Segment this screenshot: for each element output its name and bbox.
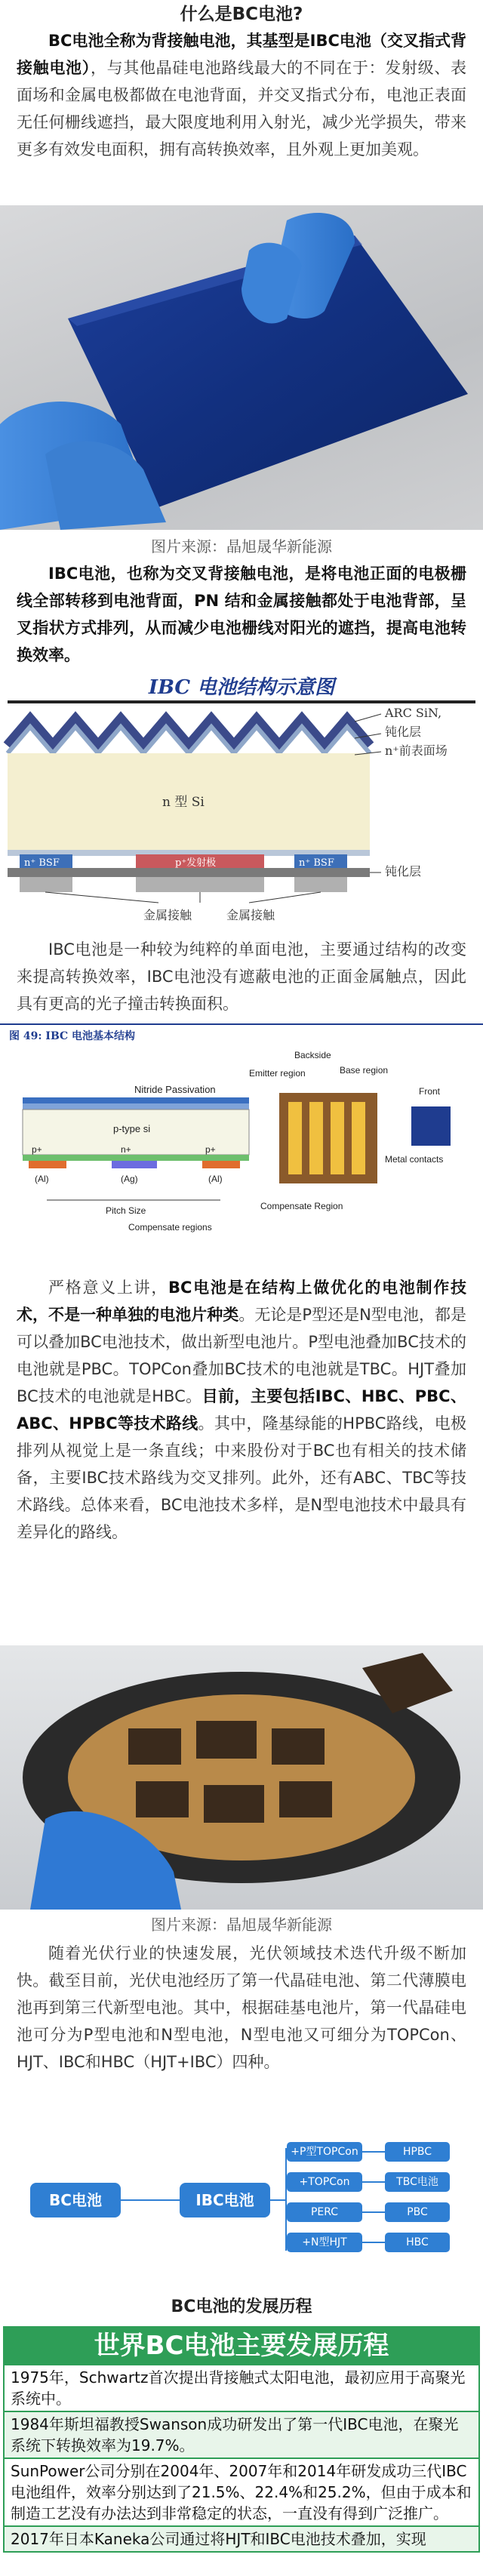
ibc-paragraph: IBC电池，也称为交叉背接触电池，是将电池正面的电极栅线全部转移到电池背面，PN 结和金属接触都处于电池背部，呈叉指状方式排列，从而减少电池栅线对阳光的遮挡，提高电池转换效率。 xyxy=(17,565,466,664)
photo2-caption: 图片来源：晶旭晟华新能源 xyxy=(151,1916,332,1934)
intro-bold: BC电池全称为背接触电池，其基型是IBC电池（交叉指式背接触电池） xyxy=(17,32,466,77)
ibc-description: IBC电池是一种较为纯粹的单面电池，主要通过结构的改变来提高转换效率，IBC电池没有遮蔽电池的正面金属触点，因此具有更高的光子撞击转换面积。 xyxy=(17,940,466,1013)
fig49-n-plus: n+ xyxy=(121,1144,131,1155)
label-passivation-bottom: 钝化层 xyxy=(385,864,422,879)
fig49-figure xyxy=(0,1049,483,1268)
fig49-header xyxy=(0,1023,483,1046)
fig49-backside: Backside xyxy=(294,1050,331,1060)
photo-solar-wafer xyxy=(0,205,483,530)
label-n-bsf-left: n⁺ BSF xyxy=(24,857,60,869)
ibc-structure-diagram xyxy=(0,700,483,927)
development-paragraph: 随着光伏行业的快速发展，光伏领域技术迭代升级不断加快。截至目前，光伏电池经历了第一代晶硅电池、第二代薄膜电池再到第三代新型电池。其中，根据硅基电池片，第一代晶硅电池可分为P型电池和N型电池，N型电池又可细分为TOPCon、HJT、IBC和HBC（HJT+IBC）四种。 xyxy=(17,1944,466,2071)
label-metal-left: 金属接触 xyxy=(143,908,192,922)
history-banner: 世界BC电池主要发展历程 xyxy=(3,2326,480,2365)
tree-right-1: TBC电池 xyxy=(385,2172,450,2192)
photo-wafer-illustration xyxy=(0,205,483,530)
tree-root: BC电池 xyxy=(30,2183,121,2217)
history-heading: BC电池的发展历程 xyxy=(171,2297,312,2316)
fig49-compensate-region: Compensate Region xyxy=(260,1201,343,1211)
label-passivation-top: 钝化层 xyxy=(385,725,422,739)
photo1-caption: 图片来源：晶旭晟华新能源 xyxy=(151,537,332,556)
label-p-emitter: p⁺发射极 xyxy=(175,857,217,869)
bc-text-2: 。无论是P型还是N型电池，都是可以叠加BC电池技术，做出新型电池片。P型电池叠加BC技术的电池就是PBC。TOPCon叠加BC技术的电池就是TBC。HJT叠加BC技术的电池就是HBC。 xyxy=(17,1306,466,1405)
intro-question: 什么是BC电池? xyxy=(180,5,303,24)
fig49-diagram xyxy=(0,1049,483,1268)
history-row: 1984年斯坦福教授Swanson成功研发出了第一代IBC电池，在聚光系统下转换效率为19.7%。 xyxy=(3,2412,480,2459)
label-n-bsf-right: n⁺ BSF xyxy=(299,857,334,869)
fig49-ptype-label: p-type si xyxy=(113,1123,151,1134)
tree-right-2: PBC xyxy=(385,2202,450,2222)
ibc-structure-figure xyxy=(0,700,483,927)
history-table xyxy=(0,2326,483,2553)
tree-left-2: PERC xyxy=(287,2202,362,2222)
bc-paragraph xyxy=(0,1274,483,1546)
fig49-title: 图 49: IBC 电池基本结构 xyxy=(9,1030,136,1042)
ibc-structure-title: IBC 电池结构示意图 xyxy=(148,676,335,699)
intro-section xyxy=(0,0,483,163)
history-row: 2017年日本Kaneka公司通过将HJT和IBC电池技术叠加，实现 xyxy=(3,2527,480,2553)
fig49-nitride-label: Nitride Passivation xyxy=(134,1084,216,1095)
label-n-si: n 型 Si xyxy=(162,795,205,810)
bc-bold-1: BC电池是在结构上做优化的电池制作技术，不是一种单独的电池片种类 xyxy=(17,1279,466,1324)
label-metal-right: 金属接触 xyxy=(226,908,275,922)
fig49-comp-regions: Compensate regions xyxy=(128,1222,212,1233)
fig49-ag: (Ag) xyxy=(121,1174,138,1184)
photo-bc-wafer xyxy=(0,1645,483,1910)
label-arc: ARC SiN, xyxy=(385,706,442,720)
bc-tree-diagram xyxy=(0,2133,483,2273)
bc-bold-2: 目前，主要包括IBC、HBC、PBC、ABC、HPBC等技术路线 xyxy=(17,1387,466,1433)
fig49-base-region: Base region xyxy=(340,1065,389,1076)
tree-left-1: +TOPCon xyxy=(287,2172,362,2192)
fig49-al-left: (Al) xyxy=(35,1174,49,1184)
label-n-front: n⁺前表面场 xyxy=(385,743,448,758)
fig49-p-left: p+ xyxy=(32,1144,42,1155)
tree-mid: IBC电池 xyxy=(180,2183,270,2217)
fig49-front: Front xyxy=(419,1086,441,1097)
tree-left-3: +N型HJT xyxy=(287,2233,362,2252)
bc-text-3: 。其中，隆基绿能的HPBC路线，电极排列从视觉上是一条直线；中来股份对于BC也有相关的技术储备，主要IBC技术路线为交叉排列。此外，还有ABC、TBC等技术路线。总体来看，BC电池技术多样，是N型电池技术中最具有差异化的路线。 xyxy=(17,1414,467,1541)
fig49-emitter-region: Emitter region xyxy=(249,1068,306,1079)
fig49-pitch: Pitch Size xyxy=(106,1205,146,1216)
fig49-al-right: (Al) xyxy=(208,1174,223,1184)
history-row: SunPower公司分别在2004年、2007年和2014年研发成功三代IBC电池组件，效率分别达到了21.5%、22.4%和25.2%，但由于成本和制造工艺没有办法达到非常稳定的状态，一直没有得到广泛推广。 xyxy=(3,2459,480,2527)
fig49-p-right: p+ xyxy=(205,1144,216,1155)
history-row: 1975年，Schwartz首次提出背接触式太阳电池，最初应用于高聚光系统中。 xyxy=(3,2365,480,2412)
intro-rest: ，与其他晶硅电池路线最大的不同在于：发射级、表面场和金属电极都做在电池背面，并交叉指式分布，电池正表面无任何栅线遮挡，最大限度地利用入射光，减少光学损失，带来更多有效发电面积，拥有高转换效率，且外观上更加美观。 xyxy=(17,59,467,158)
tree-left-0: +P型TOPCon xyxy=(287,2142,362,2162)
photo-bc-wafer-illustration xyxy=(0,1645,483,1910)
tree-right-0: HPBC xyxy=(385,2142,450,2162)
intro-paragraph xyxy=(0,27,483,163)
bc-text-1: 严格意义上讲， xyxy=(48,1279,169,1297)
tree-right-3: HBC xyxy=(385,2233,450,2252)
fig49-metal-contacts: Metal contacts xyxy=(385,1154,444,1165)
